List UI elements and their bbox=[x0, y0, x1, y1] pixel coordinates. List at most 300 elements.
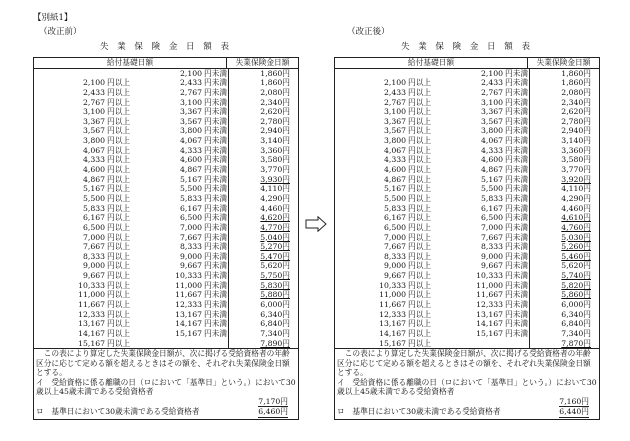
range-to: 4,867 bbox=[480, 165, 503, 175]
benefit-amount bbox=[529, 69, 599, 79]
range-from: 6,500 bbox=[383, 222, 406, 232]
range-from: 3,100 bbox=[383, 107, 406, 117]
range-from: 13,167 bbox=[379, 319, 406, 329]
table-row bbox=[335, 223, 599, 233]
range-from: 4,867 bbox=[383, 174, 406, 184]
range-from: 2,100 bbox=[82, 78, 105, 88]
benefit-amount bbox=[228, 319, 298, 329]
benefit-amount-value: 4,460円 bbox=[561, 203, 591, 213]
range-from: 5,167 bbox=[383, 184, 406, 194]
benefit-amount-value: 1,860円 bbox=[260, 78, 290, 88]
table-row bbox=[335, 252, 599, 262]
range-to-suffix: 円未満 bbox=[505, 87, 529, 97]
benefit-amount bbox=[228, 136, 298, 146]
benefit-amount-value: 5,040円 bbox=[260, 232, 290, 242]
range-to-suffix: 円未満 bbox=[505, 242, 529, 252]
benefit-amount bbox=[228, 204, 298, 214]
range-to: 2,767 bbox=[480, 87, 503, 97]
range-to-suffix: 円未満 bbox=[204, 126, 228, 136]
benefit-amount-value: 1,860円 bbox=[561, 78, 591, 88]
range-from-suffix: 円以上 bbox=[408, 251, 432, 261]
table-row bbox=[34, 136, 298, 146]
range-from-suffix bbox=[105, 69, 131, 79]
range-from: 3,567 bbox=[383, 126, 406, 136]
range-to: 9,000 bbox=[480, 251, 503, 261]
note-item-i: イ 受給資格に係る離職の日（ロにおいて「基準日」という。）において30歳以上45歳未満である受給資格者 bbox=[337, 377, 597, 397]
benefit-amount bbox=[228, 98, 298, 108]
table-row bbox=[34, 310, 298, 320]
range-to: 5,833 bbox=[179, 193, 202, 203]
benefit-amount-value: 7,870円 bbox=[561, 338, 591, 348]
benefit-amount bbox=[228, 339, 298, 349]
range-from: 3,367 bbox=[82, 116, 105, 126]
col-header-amount: 失業保険金日額 bbox=[527, 58, 599, 68]
benefit-amount bbox=[529, 194, 599, 204]
table-row bbox=[335, 233, 599, 243]
range-to-suffix: 円未満 bbox=[204, 251, 228, 261]
table-row bbox=[34, 78, 298, 88]
range-from: 2,767 bbox=[82, 97, 105, 107]
range-from: 12,333 bbox=[78, 309, 105, 319]
range-to-suffix: 円未満 bbox=[204, 242, 228, 252]
range-from: 4,600 bbox=[383, 165, 406, 175]
range-from: 2,100 bbox=[383, 78, 406, 88]
table-row bbox=[34, 155, 298, 165]
range-from bbox=[34, 69, 105, 79]
table-row bbox=[335, 194, 599, 204]
table-row bbox=[335, 175, 599, 185]
range-from: 3,367 bbox=[383, 116, 406, 126]
range-from-suffix: 円以上 bbox=[107, 222, 131, 232]
range-to-suffix: 円未満 bbox=[505, 261, 529, 271]
table-row bbox=[34, 300, 298, 310]
range-from-suffix: 円以上 bbox=[107, 136, 131, 146]
range-to: 4,867 bbox=[179, 165, 202, 175]
range-from-suffix: 円以上 bbox=[408, 136, 432, 146]
benefit-amount bbox=[228, 184, 298, 194]
range-from: 4,867 bbox=[82, 174, 105, 184]
range-from-suffix: 円以上 bbox=[107, 328, 131, 338]
benefit-amount bbox=[529, 223, 599, 233]
range-from-suffix: 円以上 bbox=[408, 290, 432, 300]
range-from: 5,500 bbox=[82, 193, 105, 203]
range-from: 13,167 bbox=[78, 319, 105, 329]
range-to: 5,167 bbox=[480, 174, 503, 184]
benefit-amount-value: 5,740円 bbox=[561, 271, 591, 281]
benefit-amount-value: 5,820円 bbox=[561, 280, 591, 290]
benefit-amount-value: 2,780円 bbox=[260, 116, 290, 126]
range-from: 11,667 bbox=[379, 300, 406, 310]
range-from: 2,433 bbox=[82, 87, 105, 97]
range-to-suffix: 円未満 bbox=[505, 309, 529, 319]
range-from-suffix: 円以上 bbox=[107, 126, 131, 136]
range-from-suffix: 円以上 bbox=[408, 116, 432, 126]
table-note bbox=[34, 348, 298, 419]
range-to-suffix: 円未満 bbox=[505, 165, 529, 175]
benefit-amount bbox=[228, 233, 298, 243]
range-to-suffix: 円未満 bbox=[505, 155, 529, 165]
benefit-amount-value: 5,750円 bbox=[260, 271, 290, 281]
benefit-amount bbox=[228, 146, 298, 156]
note-item-i-amount: 7,160円 bbox=[559, 396, 589, 406]
benefit-amount-value: 4,290円 bbox=[260, 193, 290, 203]
benefit-amount bbox=[529, 290, 599, 300]
range-to-suffix: 円未満 bbox=[204, 261, 228, 271]
table-row bbox=[335, 204, 599, 214]
range-to: 6,167 bbox=[480, 203, 503, 213]
range-from-suffix: 円以上 bbox=[107, 290, 131, 300]
benefit-amount-value: 3,920円 bbox=[561, 174, 591, 184]
table-row bbox=[335, 281, 599, 291]
range-from: 3,800 bbox=[82, 136, 105, 146]
range-to: 7,000 bbox=[480, 222, 503, 232]
benefit-amount-value: 2,620円 bbox=[561, 107, 591, 117]
range-from: 10,333 bbox=[78, 280, 105, 290]
range-from: 15,167 bbox=[379, 338, 406, 348]
range-from-suffix: 円以上 bbox=[408, 203, 432, 213]
range-to: 3,800 bbox=[480, 126, 503, 136]
benefit-amount bbox=[228, 175, 298, 185]
range-to-suffix: 円未満 bbox=[204, 309, 228, 319]
range-from-suffix: 円以上 bbox=[408, 328, 432, 338]
range-to-suffix: 円未満 bbox=[505, 232, 529, 242]
range-to: 12,333 bbox=[476, 300, 503, 310]
benefit-amount bbox=[228, 223, 298, 233]
benefit-amount bbox=[529, 213, 599, 223]
benefit-amount-value: 2,340円 bbox=[561, 97, 591, 107]
benefit-amount bbox=[529, 329, 599, 339]
benefit-amount-value: 3,360円 bbox=[260, 145, 290, 155]
range-to: 4,067 bbox=[480, 136, 503, 146]
attachment-label: 【別紙1】 bbox=[33, 13, 73, 23]
table-row bbox=[34, 107, 298, 117]
range-from: 8,333 bbox=[383, 251, 406, 261]
range-to-suffix: 円未満 bbox=[204, 319, 228, 329]
note-item-i-amount: 7,170円 bbox=[258, 396, 288, 406]
range-from-suffix: 円以上 bbox=[107, 184, 131, 194]
table-row bbox=[34, 126, 298, 136]
after-table-title: 失 業 保 険 金 日 額 表 bbox=[401, 42, 533, 52]
range-to: 4,333 bbox=[179, 145, 202, 155]
range-to-suffix: 円未満 bbox=[505, 116, 529, 126]
benefit-amount-value: 3,140円 bbox=[260, 136, 290, 146]
table-row bbox=[335, 126, 599, 136]
benefit-amount bbox=[529, 261, 599, 271]
range-from: 7,667 bbox=[383, 242, 406, 252]
range-from-suffix: 円以上 bbox=[107, 145, 131, 155]
range-from-suffix: 円以上 bbox=[408, 87, 432, 97]
range-from-suffix: 円以上 bbox=[408, 232, 432, 242]
table-row bbox=[335, 107, 599, 117]
table-row bbox=[335, 165, 599, 175]
range-to-suffix: 円未満 bbox=[505, 213, 529, 223]
range-to-suffix: 円未満 bbox=[505, 136, 529, 146]
range-to-suffix: 円未満 bbox=[505, 126, 529, 136]
table-row bbox=[335, 319, 599, 329]
benefit-amount bbox=[228, 78, 298, 88]
benefit-amount bbox=[228, 107, 298, 117]
range-to: 5,500 bbox=[480, 184, 503, 194]
benefit-amount-value: 4,760円 bbox=[561, 222, 591, 232]
benefit-amount bbox=[529, 126, 599, 136]
range-to: 14,167 bbox=[175, 319, 202, 329]
note-item-i: イ 受給資格に係る離職の日（ロにおいて「基準日」という。）において30歳以上45歳未満である受給資格者 bbox=[36, 377, 296, 397]
range-from-suffix: 円以上 bbox=[107, 97, 131, 107]
table-row bbox=[335, 261, 599, 271]
benefit-amount bbox=[228, 310, 298, 320]
before-table bbox=[33, 57, 299, 420]
benefit-amount-value: 5,260円 bbox=[561, 242, 591, 252]
table-row bbox=[34, 165, 298, 175]
range-to: 9,000 bbox=[179, 251, 202, 261]
table-row bbox=[34, 223, 298, 233]
table-header bbox=[335, 58, 599, 69]
range-to: 6,167 bbox=[179, 203, 202, 213]
range-to-suffix: 円未満 bbox=[204, 155, 228, 165]
range-to-suffix: 円未満 bbox=[204, 232, 228, 242]
range-from: 9,667 bbox=[383, 271, 406, 281]
range-to: 2,100 bbox=[179, 68, 202, 78]
range-from: 4,333 bbox=[82, 155, 105, 165]
note-main: この表により算定した失業保険金日額が、次に掲げる受給資格者の年齢区分に応じて定める額を超えるときはその額を、それぞれ失業保険金日額とする。 bbox=[36, 349, 290, 378]
benefit-amount bbox=[228, 281, 298, 291]
benefit-amount-value: 4,620円 bbox=[260, 213, 290, 223]
range-from-suffix: 円以上 bbox=[408, 193, 432, 203]
col-header-base: 給付基礎日額 bbox=[106, 58, 154, 67]
range-to: 3,100 bbox=[179, 97, 202, 107]
range-to-suffix: 円未満 bbox=[505, 184, 529, 194]
benefit-amount-value: 6,840円 bbox=[561, 319, 591, 329]
table-row bbox=[34, 146, 298, 156]
benefit-amount bbox=[529, 242, 599, 252]
range-to: 15,167 bbox=[175, 328, 202, 338]
range-from-suffix: 円以上 bbox=[107, 213, 131, 223]
benefit-amount bbox=[228, 242, 298, 252]
benefit-amount-value: 5,830円 bbox=[260, 280, 290, 290]
range-from: 7,000 bbox=[383, 232, 406, 242]
range-from: 14,167 bbox=[78, 328, 105, 338]
range-to: 8,333 bbox=[480, 242, 503, 252]
range-to-suffix: 円未満 bbox=[505, 280, 529, 290]
col-header-base: 給付基礎日額 bbox=[407, 58, 455, 67]
benefit-amount-value: 6,840円 bbox=[260, 319, 290, 329]
table-row bbox=[335, 146, 599, 156]
range-from-suffix: 円以上 bbox=[408, 300, 432, 310]
after-table bbox=[334, 57, 600, 420]
range-from-suffix: 円以上 bbox=[408, 242, 432, 252]
range-to-suffix: 円未満 bbox=[204, 222, 228, 232]
table-row bbox=[34, 213, 298, 223]
col-header-amount: 失業保険金日額 bbox=[226, 58, 298, 68]
benefit-amount-value: 5,030円 bbox=[561, 232, 591, 242]
range-from: 6,167 bbox=[82, 213, 105, 223]
range-to: 2,433 bbox=[179, 78, 202, 88]
range-to-suffix: 円未満 bbox=[204, 165, 228, 175]
benefit-amount bbox=[529, 300, 599, 310]
table-header bbox=[34, 58, 298, 69]
table-row bbox=[34, 339, 298, 349]
range-from: 7,000 bbox=[82, 232, 105, 242]
benefit-amount bbox=[228, 194, 298, 204]
range-to-suffix: 円未満 bbox=[204, 271, 228, 281]
range-to: 2,767 bbox=[179, 87, 202, 97]
table-row bbox=[335, 329, 599, 339]
benefit-amount-value: 6,340円 bbox=[260, 309, 290, 319]
range-to: 3,100 bbox=[480, 97, 503, 107]
range-from: 4,067 bbox=[383, 145, 406, 155]
range-to bbox=[131, 339, 202, 349]
range-from bbox=[335, 69, 406, 79]
range-to: 3,367 bbox=[179, 107, 202, 117]
range-from-suffix: 円以上 bbox=[107, 165, 131, 175]
note-item-ro-amount: 6,460円 bbox=[258, 407, 288, 417]
range-from: 9,000 bbox=[82, 261, 105, 271]
benefit-amount bbox=[228, 290, 298, 300]
range-from: 11,000 bbox=[78, 290, 105, 300]
range-from-suffix: 円以上 bbox=[408, 309, 432, 319]
table-row bbox=[34, 175, 298, 185]
table-note bbox=[335, 348, 599, 419]
benefit-amount bbox=[228, 88, 298, 98]
range-from: 2,767 bbox=[383, 97, 406, 107]
range-to-suffix: 円未満 bbox=[204, 107, 228, 117]
benefit-amount-value: 4,460円 bbox=[260, 203, 290, 213]
table-row bbox=[34, 242, 298, 252]
range-to: 7,000 bbox=[179, 222, 202, 232]
range-to-suffix: 円未満 bbox=[505, 68, 529, 78]
range-to-suffix: 円未満 bbox=[505, 319, 529, 329]
table-row bbox=[34, 319, 298, 329]
range-from-suffix bbox=[406, 69, 432, 79]
benefit-amount-value: 4,110円 bbox=[260, 184, 290, 194]
after-label: （改正後） bbox=[347, 27, 390, 37]
table-row bbox=[335, 136, 599, 146]
benefit-amount-value: 5,270円 bbox=[260, 242, 290, 252]
range-to: 3,567 bbox=[179, 116, 202, 126]
range-from-suffix: 円以上 bbox=[107, 78, 131, 88]
range-to: 9,667 bbox=[179, 261, 202, 271]
range-from-suffix: 円以上 bbox=[107, 261, 131, 271]
range-to: 5,167 bbox=[179, 174, 202, 184]
benefit-amount bbox=[529, 271, 599, 281]
range-from: 4,333 bbox=[383, 155, 406, 165]
range-from-suffix: 円以上 bbox=[408, 261, 432, 271]
range-from: 5,167 bbox=[82, 184, 105, 194]
benefit-amount-value: 5,620円 bbox=[561, 261, 591, 271]
range-from-suffix: 円以上 bbox=[107, 174, 131, 184]
range-to: 10,333 bbox=[175, 271, 202, 281]
table-row bbox=[335, 213, 599, 223]
benefit-amount bbox=[228, 126, 298, 136]
benefit-amount-value: 3,930円 bbox=[260, 174, 290, 184]
range-to: 5,500 bbox=[179, 184, 202, 194]
table-row bbox=[335, 339, 599, 349]
benefit-amount bbox=[228, 329, 298, 339]
range-to: 3,800 bbox=[179, 126, 202, 136]
table-row bbox=[34, 117, 298, 127]
range-to: 2,100 bbox=[480, 68, 503, 78]
range-to-suffix: 円未満 bbox=[204, 184, 228, 194]
benefit-amount bbox=[529, 281, 599, 291]
benefit-amount bbox=[529, 165, 599, 175]
benefit-amount-value: 5,470円 bbox=[260, 251, 290, 261]
table-row bbox=[34, 204, 298, 214]
benefit-amount-value: 5,880円 bbox=[260, 290, 290, 300]
range-from: 7,667 bbox=[82, 242, 105, 252]
range-to: 6,500 bbox=[179, 213, 202, 223]
range-to: 11,000 bbox=[175, 280, 202, 290]
range-to: 11,000 bbox=[476, 280, 503, 290]
benefit-amount bbox=[228, 165, 298, 175]
benefit-amount bbox=[529, 310, 599, 320]
benefit-amount-value: 4,110円 bbox=[561, 184, 591, 194]
benefit-amount bbox=[529, 339, 599, 349]
table-row bbox=[34, 69, 298, 79]
range-to-suffix: 円未満 bbox=[505, 193, 529, 203]
range-to-suffix: 円未満 bbox=[204, 136, 228, 146]
range-to-suffix: 円未満 bbox=[204, 97, 228, 107]
benefit-amount bbox=[228, 213, 298, 223]
note-item-ro: ロ 基準日において30歳未満である受給資格者 bbox=[337, 407, 501, 417]
range-from-suffix: 円以上 bbox=[408, 155, 432, 165]
range-from: 2,433 bbox=[383, 87, 406, 97]
range-from: 5,833 bbox=[82, 203, 105, 213]
table-row bbox=[335, 242, 599, 252]
range-from: 11,667 bbox=[78, 300, 105, 310]
benefit-amount-value: 4,770円 bbox=[260, 222, 290, 232]
range-from-suffix: 円以上 bbox=[408, 280, 432, 290]
range-to: 14,167 bbox=[476, 319, 503, 329]
benefit-amount bbox=[228, 300, 298, 310]
before-panel bbox=[33, 41, 299, 420]
range-to-suffix: 円未満 bbox=[505, 328, 529, 338]
range-to: 15,167 bbox=[476, 328, 503, 338]
benefit-amount-value: 2,780円 bbox=[561, 116, 591, 126]
range-to-suffix: 円未満 bbox=[505, 97, 529, 107]
benefit-amount bbox=[228, 252, 298, 262]
range-from-suffix: 円以上 bbox=[107, 87, 131, 97]
table-row bbox=[335, 271, 599, 281]
range-to-suffix: 円未満 bbox=[204, 87, 228, 97]
right-arrow-icon bbox=[305, 216, 327, 232]
range-to-suffix: 円未満 bbox=[505, 145, 529, 155]
range-to: 9,667 bbox=[480, 261, 503, 271]
range-from: 9,000 bbox=[383, 261, 406, 271]
benefit-amount-value: 4,290円 bbox=[561, 193, 591, 203]
table-row bbox=[34, 184, 298, 194]
range-from: 4,067 bbox=[82, 145, 105, 155]
benefit-amount bbox=[228, 271, 298, 281]
range-to-suffix: 円未満 bbox=[505, 222, 529, 232]
range-to-suffix: 円未満 bbox=[505, 78, 529, 88]
benefit-amount-value: 2,940円 bbox=[260, 126, 290, 136]
range-to: 3,567 bbox=[480, 116, 503, 126]
range-to: 4,333 bbox=[480, 145, 503, 155]
range-from-suffix: 円以上 bbox=[107, 280, 131, 290]
table-row bbox=[335, 184, 599, 194]
benefit-amount bbox=[529, 88, 599, 98]
range-from-suffix: 円以上 bbox=[408, 271, 432, 281]
benefit-amount bbox=[529, 175, 599, 185]
range-from-suffix: 円以上 bbox=[107, 232, 131, 242]
range-from-suffix: 円以上 bbox=[408, 213, 432, 223]
benefit-amount bbox=[529, 233, 599, 243]
benefit-amount-value: 5,620円 bbox=[260, 261, 290, 271]
benefit-amount-value: 2,940円 bbox=[561, 126, 591, 136]
benefit-amount-value: 3,580円 bbox=[561, 155, 591, 165]
benefit-amount-value: 3,360円 bbox=[561, 145, 591, 155]
range-from: 10,333 bbox=[379, 280, 406, 290]
